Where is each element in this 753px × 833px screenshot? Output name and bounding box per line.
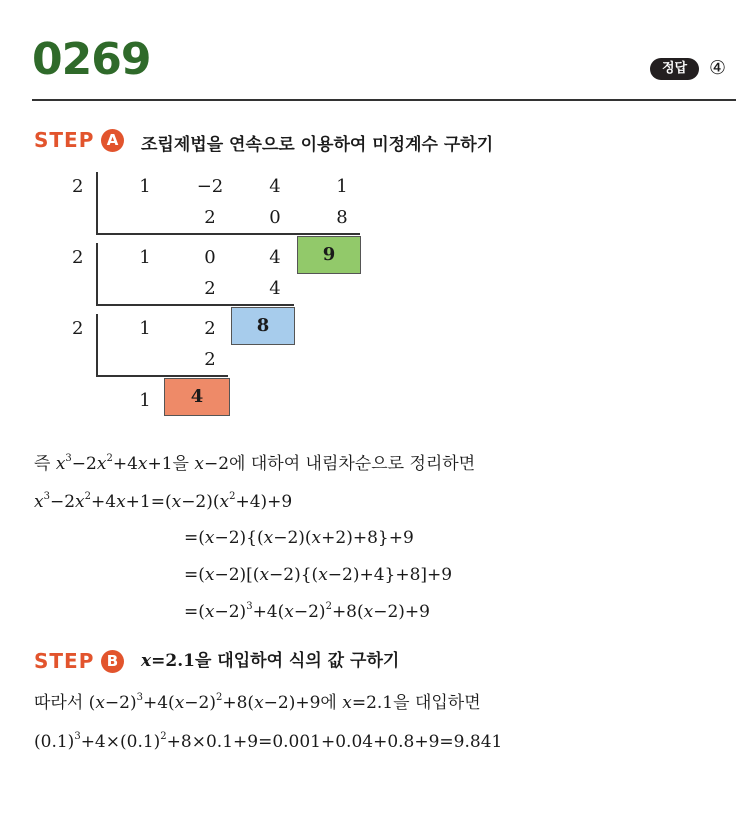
text-prefix: 즉	[34, 454, 56, 474]
coeff: 2	[204, 318, 216, 339]
result-line: $(0.1)^3+4\times(0.1)^2+8\times 0.1+9=0.001+0.04+0.8+9=9.841$	[34, 731, 503, 752]
coeff: 1	[336, 176, 348, 197]
step-a-letter: A	[101, 129, 124, 152]
step-a-label: STEP	[34, 128, 95, 152]
division-line-1	[96, 233, 360, 235]
text-suffix: 을	[172, 454, 195, 474]
product: 2	[204, 207, 216, 228]
substitution-line: 따라서 $(x-2)^3+4(x-2)^2+8(x-2)+9$에 x=2.1을 대입하면	[34, 692, 481, 713]
remainder-box-green: 9	[297, 236, 361, 274]
problem-number: 0269	[32, 34, 151, 85]
division-line-2	[96, 304, 294, 306]
explanation-line: 즉 $x^3-2x^2+4x+1$을 x−2에 대하여 내림차순으로 정리하면	[34, 453, 476, 474]
equation-line-1: $x^3-2x^2+4x+1=(x-2)(x^2+4)+9$	[34, 491, 293, 512]
remainder-box-blue: 8	[231, 307, 295, 345]
division-bar-3	[96, 314, 98, 375]
text-suffix: 에 대하여 내림차순으로 정리하면	[229, 454, 476, 474]
divisor-1: 2	[72, 176, 84, 197]
coeff: 1	[139, 318, 151, 339]
product: 2	[204, 278, 216, 299]
product: 0	[269, 207, 281, 228]
product: 2	[204, 349, 216, 370]
equation-line-2: =(x−2){(x−2)(x+2)+8}+9	[184, 528, 414, 548]
step-b-title-text: 을 대입하여 식의 값 구하기	[194, 651, 400, 671]
product: 4	[269, 278, 281, 299]
answer-badge: 정답	[650, 58, 699, 80]
division-line-3	[96, 375, 228, 377]
coeff: 1	[139, 390, 151, 411]
product: 8	[336, 207, 348, 228]
coeff: 4	[269, 247, 281, 268]
answer-value: ④	[709, 57, 727, 79]
divisor-2: 2	[72, 247, 84, 268]
step-a-title: 조립제법을 연속으로 이용하여 미정계수 구하기	[141, 135, 494, 155]
coeff: 0	[204, 247, 216, 268]
coeff: 1	[139, 247, 151, 268]
text-prefix: 따라서	[34, 693, 89, 713]
equation-line-4: $=(x-2)^3+4(x-2)^2+8(x-2)+9$	[184, 601, 430, 622]
text-mid: 에	[320, 693, 343, 713]
division-bar-2	[96, 243, 98, 304]
step-b-label: STEP	[34, 649, 95, 673]
coeff: 1	[139, 176, 151, 197]
coeff: −2	[196, 176, 224, 197]
remainder-box-red: 4	[164, 378, 230, 416]
text-suffix: 을 대입하면	[393, 693, 481, 713]
equation-line-3: =(x−2)[(x−2){(x−2)+4}+8]+9	[184, 565, 453, 585]
step-b-letter: B	[101, 650, 124, 673]
divisor-3: 2	[72, 318, 84, 339]
division-bar-1	[96, 172, 98, 234]
step-b-title: x=2.1을 대입하여 식의 값 구하기	[141, 651, 400, 671]
coeff: 4	[269, 176, 281, 197]
